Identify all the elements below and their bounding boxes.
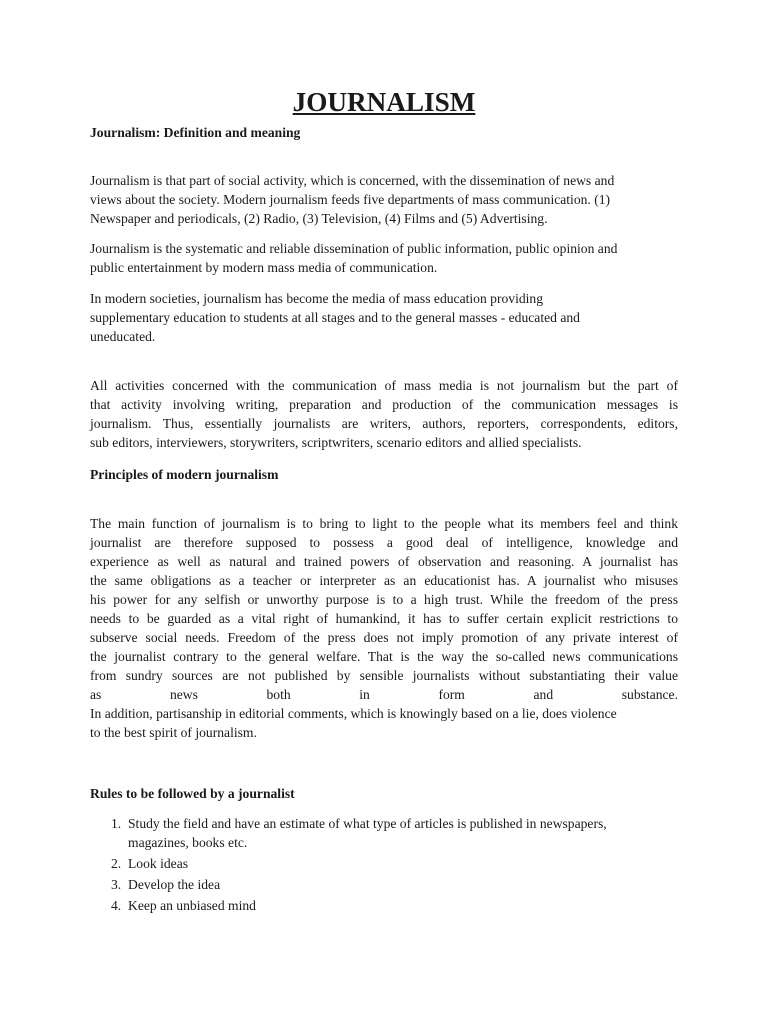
list-item <box>90 854 678 873</box>
text-line: sub editors, interviewers, storywriters, scriptwriters, scenario editors and allied specialists. <box>90 435 582 450</box>
text-line: Journalism is the systematic and reliable dissemination of public information, public opinion and <box>90 241 618 256</box>
text-line: to the best spirit of journalism. <box>90 725 257 740</box>
list-item-number: 2. <box>111 856 122 871</box>
section-heading-principles: Principles of modern journalism <box>90 467 279 482</box>
text-line: needs to be guarded as a vital right of humankind, it has to suffer certain explicit restrictions to <box>90 611 678 626</box>
text-line: In modern societies, journalism has become the media of mass education providing <box>90 291 544 306</box>
text-line: All activities concerned with the communication of mass media is not journalism but the part of <box>90 378 678 393</box>
list-item-number: 1. <box>111 816 122 831</box>
paragraph-definition-3 <box>90 289 678 346</box>
rules-list <box>90 814 678 917</box>
text-line: Develop the idea <box>128 877 221 892</box>
list-item-text <box>128 896 678 915</box>
paragraph-definition-2 <box>90 239 678 277</box>
list-item-text <box>128 875 678 894</box>
paragraph-definition-1 <box>90 171 678 228</box>
list-item-text <box>128 814 678 852</box>
list-item <box>90 875 678 894</box>
text-line: Look ideas <box>128 856 189 871</box>
list-item <box>90 814 678 852</box>
section-heading-rules: Rules to be followed by a journalist <box>90 786 295 801</box>
text-line: Journalism is that part of social activity, which is concerned, with the dissemination of news and <box>90 173 615 188</box>
paragraph-principles <box>90 514 678 742</box>
text-line: journalist are therefore supposed to possess a good deal of intelligence, knowledge and <box>90 535 678 550</box>
paragraph-definition-4 <box>90 376 678 452</box>
text-line: his power for any selfish or unworthy purpose is to a high trust. While the freedom of the press <box>90 592 678 607</box>
list-item-number: 3. <box>111 877 122 892</box>
text-line: Study the field and have an estimate of what type of articles is published in newspapers, <box>128 816 607 831</box>
list-item <box>90 896 678 915</box>
text-line: uneducated. <box>90 329 156 344</box>
text-line: as news both in form and substance. <box>90 687 678 702</box>
text-line: Keep an unbiased mind <box>128 898 256 913</box>
text-line: In addition, partisanship in editorial comments, which is knowingly based on a lie, does violence <box>90 706 617 721</box>
text-line: Newspaper and periodicals, (2) Radio, (3) Television, (4) Films and (5) Advertising. <box>90 211 548 226</box>
text-line: magazines, books etc. <box>128 835 248 850</box>
text-line: supplementary education to students at all stages and to the general masses - educated and <box>90 310 580 325</box>
text-line: that activity involving writing, preparation and production of the communication messages is <box>90 397 678 412</box>
list-item-number: 4. <box>111 898 122 913</box>
section-heading-definition: Journalism: Definition and meaning <box>90 125 301 140</box>
text-line: views about the society. Modern journalism feeds five departments of mass communication. (1) <box>90 192 611 207</box>
text-line: The main function of journalism is to bring to light to the people what its members feel and think <box>90 516 678 531</box>
text-line: subserve social needs. Freedom of the press does not imply promotion of any private interest of <box>90 630 678 645</box>
text-line: journalism. Thus, essentially journalists are writers, authors, reporters, correspondents, editors, <box>90 416 678 431</box>
text-line: the same obligations as a teacher or interpreter as an educationist has. A journalist who misuses <box>90 573 678 588</box>
text-line: from sundry sources are not published by sensible journalists without substantiating their value <box>90 668 678 683</box>
text-line: the journalist contrary to the general welfare. That is the way the so-called news communications <box>90 649 678 664</box>
document-title: JOURNALISM <box>292 87 476 117</box>
text-line: public entertainment by modern mass media of communication. <box>90 260 438 275</box>
text-line: experience as well as natural and trained powers of observation and reasoning. A journalist has <box>90 554 678 569</box>
list-item-text <box>128 854 678 873</box>
